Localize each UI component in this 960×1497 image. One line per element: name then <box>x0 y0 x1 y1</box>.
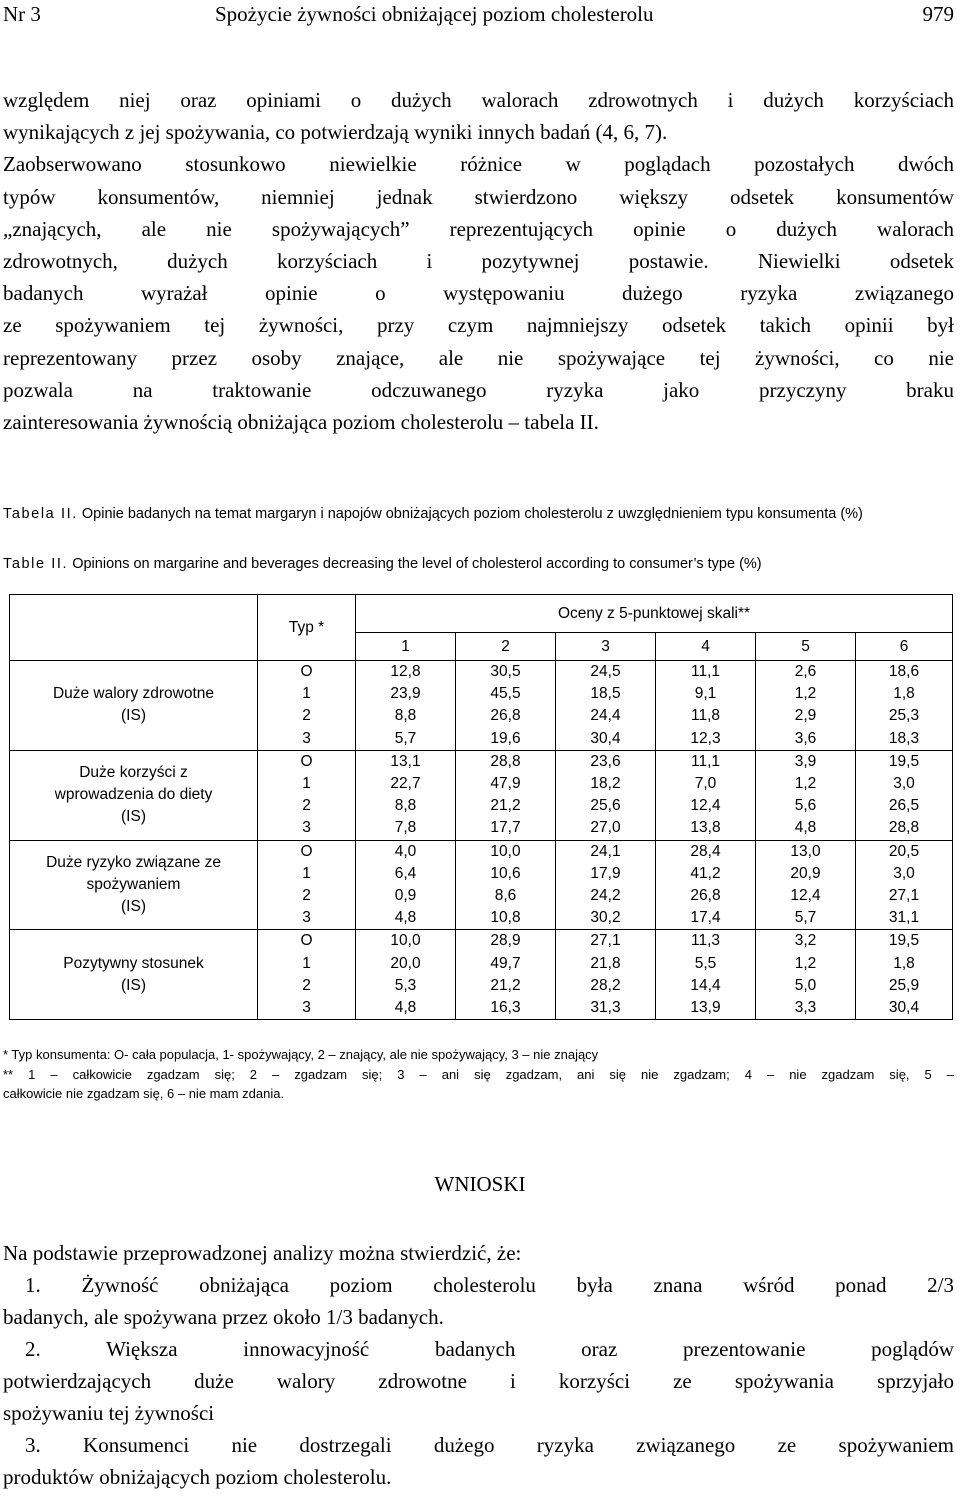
value-cell: 10,0 <box>356 930 456 953</box>
value-cell: 12,4 <box>756 885 856 907</box>
consumer-type-cell: 1 <box>258 683 356 705</box>
value-cell: 1,8 <box>856 683 953 705</box>
value-cell: 1,2 <box>756 953 856 975</box>
scale-column-header: 1 <box>356 633 456 661</box>
value-cell: 19,5 <box>856 750 953 773</box>
table-row <box>10 750 953 773</box>
value-cell: 18,6 <box>856 661 953 684</box>
value-cell: 25,9 <box>856 975 953 997</box>
table-row <box>10 840 953 863</box>
value-cell: 16,3 <box>456 997 556 1020</box>
value-cell: 5,7 <box>356 728 456 751</box>
value-cell: 19,5 <box>856 930 953 953</box>
value-cell: 2,6 <box>756 661 856 684</box>
value-cell: 4,8 <box>356 907 456 930</box>
value-cell: 17,4 <box>656 907 756 930</box>
value-cell: 30,2 <box>556 907 656 930</box>
row-group-label <box>10 661 258 751</box>
value-cell: 24,1 <box>556 840 656 863</box>
consumer-type-cell: 3 <box>258 997 356 1020</box>
value-cell: 27,0 <box>556 817 656 840</box>
table-row <box>10 661 953 684</box>
running-title: Spożycie żywności obniżającej poziom cholesterolu <box>215 2 654 26</box>
value-cell: 18,2 <box>556 773 656 795</box>
journal-issue: Nr 3 <box>3 2 41 26</box>
row-group-label-line: Duże walory zdrowotne <box>52 685 215 703</box>
value-cell: 27,1 <box>556 930 656 953</box>
scale-column-header: 4 <box>656 633 756 661</box>
value-cell: 17,7 <box>456 817 556 840</box>
value-cell: 30,5 <box>456 661 556 684</box>
value-cell: 13,8 <box>656 817 756 840</box>
conclusions-list <box>3 1237 954 1493</box>
row-group-label <box>10 840 258 930</box>
value-cell: 18,5 <box>556 683 656 705</box>
conclusion-1-cont: badanych, ale spożywana przez około 1/3 badanych. <box>3 1305 444 1329</box>
value-cell: 1,2 <box>756 773 856 795</box>
consumer-type-cell: 1 <box>258 863 356 885</box>
value-cell: 5,5 <box>656 953 756 975</box>
note-scale: ** 1 – całkowicie zgadzam się; 2 – zgadzam się; 3 – ani się zgadzam, ani się nie zgadzam; 4 – nie zgadzam się, 5 – <box>3 1066 954 1082</box>
value-cell: 47,9 <box>456 773 556 795</box>
value-cell: 28,8 <box>456 750 556 773</box>
body-line: pozwala na traktowanie odczuwanego ryzyka jako przyczyny braku <box>3 377 954 402</box>
conclusion-3: 3. Konsumenci nie dostrzegali dużego ryzyka związanego ze spożywaniem <box>25 1433 954 1457</box>
consumer-type-cell: 1 <box>258 773 356 795</box>
consumer-type-cell: O <box>258 930 356 953</box>
table-row <box>10 930 953 953</box>
value-cell: 3,3 <box>756 997 856 1020</box>
body-line: ze spożywaniem tej żywności, przy czym najmniejszy odsetek takich opinii był <box>3 313 954 338</box>
table-label-en: Table II. <box>3 556 69 572</box>
value-cell: 24,5 <box>556 661 656 684</box>
body-line: względem niej oraz opiniami o dużych walorach zdrowotnych i dużych korzyściach <box>3 88 954 112</box>
value-cell: 27,1 <box>856 885 953 907</box>
note-scale-cont: całkowicie nie zgadzam się, 6 – nie mam zdania. <box>3 1086 285 1101</box>
value-cell: 5,6 <box>756 795 856 817</box>
value-cell: 26,5 <box>856 795 953 817</box>
value-cell: 7,8 <box>356 817 456 840</box>
consumer-type-cell: 2 <box>258 975 356 997</box>
table-caption-pl <box>3 504 954 524</box>
row-group-label <box>10 750 258 840</box>
value-cell: 23,6 <box>556 750 656 773</box>
value-cell: 18,3 <box>856 728 953 751</box>
consumer-type-cell: 3 <box>258 907 356 930</box>
value-cell: 24,2 <box>556 885 656 907</box>
value-cell: 11,1 <box>656 750 756 773</box>
conclusion-3-cont: produktów obniżających poziom cholesterolu. <box>3 1465 392 1489</box>
conclusions-intro: Na podstawie przeprowadzonej analizy można stwierdzić, że: <box>3 1241 522 1265</box>
row-group-label-line: Pozytywny stosunek <box>63 954 204 972</box>
value-cell: 4,0 <box>356 840 456 863</box>
value-cell: 28,4 <box>656 840 756 863</box>
consumer-type-cell: 3 <box>258 817 356 840</box>
scale-column-header: 6 <box>856 633 953 661</box>
row-group-label-line: Duże korzyści z <box>79 763 188 781</box>
scale-column-header: 2 <box>456 633 556 661</box>
type-header: Typ * <box>258 595 356 661</box>
row-group-label-line: spożywaniem <box>86 875 181 893</box>
row-group-label-line: (IS) <box>121 707 146 725</box>
row-group-label-line: (IS) <box>121 898 146 916</box>
page-number: 979 <box>922 2 954 26</box>
value-cell: 12,8 <box>356 661 456 684</box>
conclusion-1: 1. Żywność obniżająca poziom cholesterolu była znana wśród ponad 2/3 <box>25 1273 954 1297</box>
consumer-type-cell: 3 <box>258 728 356 751</box>
value-cell: 26,8 <box>656 885 756 907</box>
value-cell: 1,2 <box>756 683 856 705</box>
value-cell: 13,9 <box>656 997 756 1020</box>
value-cell: 28,8 <box>856 817 953 840</box>
value-cell: 20,0 <box>356 953 456 975</box>
value-cell: 25,6 <box>556 795 656 817</box>
value-cell: 41,2 <box>656 863 756 885</box>
value-cell: 5,0 <box>756 975 856 997</box>
body-line: reprezentowany przez osoby znające, ale nie spożywające tej żywności, co nie <box>3 345 954 370</box>
body-line: zainteresowania żywnością obniżająca poziom cholesterolu – tabela II. <box>3 410 599 434</box>
consumer-type-cell: O <box>258 661 356 684</box>
value-cell: 21,2 <box>456 795 556 817</box>
value-cell: 12,3 <box>656 728 756 751</box>
value-cell: 26,8 <box>456 705 556 727</box>
value-cell: 11,1 <box>656 661 756 684</box>
value-cell: 3,0 <box>856 773 953 795</box>
value-cell: 3,6 <box>756 728 856 751</box>
value-cell: 8,8 <box>356 795 456 817</box>
value-cell: 24,4 <box>556 705 656 727</box>
consumer-type-cell: 1 <box>258 953 356 975</box>
table-notes <box>3 1045 954 1104</box>
scale-column-header: 5 <box>756 633 856 661</box>
value-cell: 13,1 <box>356 750 456 773</box>
value-cell: 10,6 <box>456 863 556 885</box>
conclusion-2: 2. Większa innowacyjność badanych oraz prezentowanie poglądów <box>25 1337 954 1361</box>
value-cell: 3,0 <box>856 863 953 885</box>
conclusions-heading: WNIOSKI <box>434 1172 526 1196</box>
value-cell: 10,8 <box>456 907 556 930</box>
value-cell: 11,3 <box>656 930 756 953</box>
row-group-label-line: (IS) <box>121 976 146 994</box>
note-consumer-type: * Typ konsumenta: O- cała populacja, 1- spożywający, 2 – znający, ale nie spożywający, 3 – nie znający <box>3 1047 599 1062</box>
consumer-type-cell: O <box>258 750 356 773</box>
value-cell: 1,8 <box>856 953 953 975</box>
value-cell: 13,0 <box>756 840 856 863</box>
value-cell: 31,3 <box>556 997 656 1020</box>
value-cell: 30,4 <box>556 728 656 751</box>
consumer-type-cell: 2 <box>258 795 356 817</box>
value-cell: 5,3 <box>356 975 456 997</box>
consumer-type-cell: 2 <box>258 885 356 907</box>
value-cell: 8,6 <box>456 885 556 907</box>
row-group-label-line: wprowadzenia do diety <box>54 786 213 804</box>
value-cell: 30,4 <box>856 997 953 1020</box>
table-caption-en-text: Opinions on margarine and beverages decreasing the level of cholesterol according to consumer’s type (%) <box>72 556 762 572</box>
value-cell: 0,9 <box>356 885 456 907</box>
value-cell: 25,3 <box>856 705 953 727</box>
value-cell: 28,2 <box>556 975 656 997</box>
value-cell: 3,2 <box>756 930 856 953</box>
value-cell: 6,4 <box>356 863 456 885</box>
value-cell: 21,8 <box>556 953 656 975</box>
body-line: typów konsumentów, niemniej jednak stwierdzono większy odsetek konsumentów <box>3 184 954 209</box>
value-cell: 45,5 <box>456 683 556 705</box>
consumer-type-cell: 2 <box>258 705 356 727</box>
value-cell: 9,1 <box>656 683 756 705</box>
value-cell: 3,9 <box>756 750 856 773</box>
value-cell: 12,4 <box>656 795 756 817</box>
body-line: „znających, ale nie spożywających” reprezentujących opinie o dużych walorach <box>3 216 954 241</box>
conclusion-2-cont-2: spożywaniu tej żywności <box>3 1401 215 1425</box>
body-line: zdrowotnych, dużych korzyściach i pozytywnej postawie. Niewielki odsetek <box>3 249 954 273</box>
scale-column-header: 3 <box>556 633 656 661</box>
value-cell: 31,1 <box>856 907 953 930</box>
body-line: Zaobserwowano stosunkowo niewielkie różnice w poglądach pozostałych dwóch <box>3 152 954 177</box>
value-cell: 19,6 <box>456 728 556 751</box>
value-cell: 7,0 <box>656 773 756 795</box>
data-table <box>9 594 953 1020</box>
value-cell: 23,9 <box>356 683 456 705</box>
value-cell: 21,2 <box>456 975 556 997</box>
row-group-label-line: Duże ryzyko związane ze <box>46 853 221 871</box>
row-group-label-line: (IS) <box>121 808 146 826</box>
value-cell: 5,7 <box>756 907 856 930</box>
value-cell: 2,9 <box>756 705 856 727</box>
table-label-pl: Tabela II. <box>3 506 78 522</box>
value-cell: 20,9 <box>756 863 856 885</box>
consumer-type-cell: O <box>258 840 356 863</box>
table-corner-cell <box>10 595 258 661</box>
value-cell: 10,0 <box>456 840 556 863</box>
row-group-label <box>10 930 258 1020</box>
page-header <box>3 2 954 32</box>
value-cell: 14,4 <box>656 975 756 997</box>
scale-header: Oceny z 5-punktowej skali** <box>356 595 953 633</box>
value-cell: 28,9 <box>456 930 556 953</box>
body-line: wynikających z jej spożywania, co potwierdzają wyniki innych badań (4, 6, 7). <box>3 120 668 145</box>
table-caption-en <box>3 554 954 574</box>
value-cell: 4,8 <box>756 817 856 840</box>
value-cell: 8,8 <box>356 705 456 727</box>
body-line: badanych wyrażał opinie o występowaniu dużego ryzyka związanego <box>3 281 954 306</box>
value-cell: 49,7 <box>456 953 556 975</box>
value-cell: 17,9 <box>556 863 656 885</box>
conclusion-2-cont: potwierdzających duże walory zdrowotne i korzyści ze spożywania sprzyjało <box>3 1369 954 1393</box>
table-caption-pl-text: Opinie badanych na temat margaryn i napojów obniżających poziom cholesterolu z uwzględnieniem typu konsumenta (%) <box>81 506 863 522</box>
value-cell: 20,5 <box>856 840 953 863</box>
value-cell: 22,7 <box>356 773 456 795</box>
value-cell: 11,8 <box>656 705 756 727</box>
value-cell: 4,8 <box>356 997 456 1020</box>
